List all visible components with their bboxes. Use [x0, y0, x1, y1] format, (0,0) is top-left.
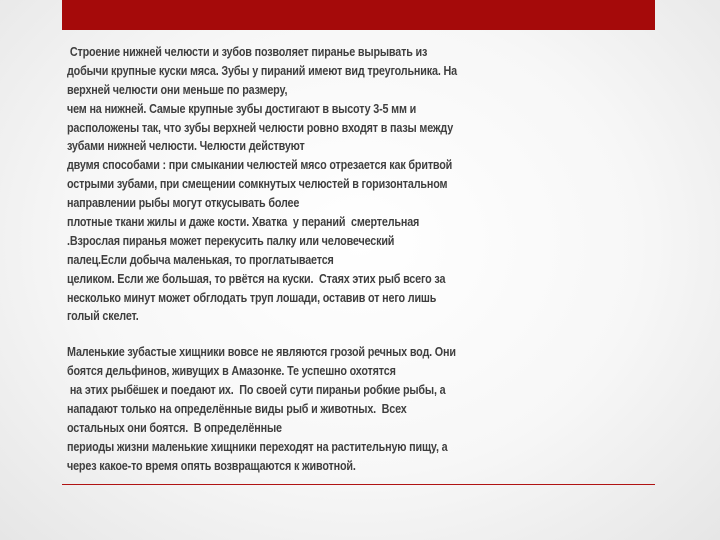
text-line: добычи крупные куски мяса. Зубы у пираний имеют вид треугольника. На	[67, 62, 457, 78]
slide-body	[67, 43, 627, 476]
text-line: периоды жизни маленькие хищники переходят на растительную пищу, а	[67, 438, 448, 454]
text-line: Строение нижней челюсти и зубов позволяет пиранье вырывать из	[67, 44, 428, 59]
text-line: направлении рыбы могут откусывать более	[67, 195, 300, 211]
text-line: острыми зубами, при смещении сомкнутых челюстей в горизонтальном	[67, 176, 448, 192]
text-line: несколько минут может обглодать труп лошади, оставив от него лишь	[67, 289, 437, 305]
text-line: нападают только на определённые виды рыб и животных. Всех	[67, 401, 407, 417]
text-line: чем на нижней. Самые крупные зубы достигают в высоту 3-5 мм и	[67, 100, 417, 116]
paragraph-piranha-jaws	[67, 43, 627, 326]
text-line: зубами нижней челюсти. Челюсти действуют	[67, 138, 305, 154]
text-line: остальных они боятся. В определённые	[67, 419, 282, 435]
text-line: двумя способами : при смыкании челюстей мясо отрезается как бритвой	[67, 157, 453, 173]
text-line: целиком. Если же большая, то рвётся на куски. Стаях этих рыб всего за	[67, 270, 446, 286]
text-line: Маленькие зубастые хищники вовсе не являются грозой речных вод. Они	[67, 344, 456, 360]
text-line: голый скелет.	[67, 308, 139, 324]
header-accent-bar	[62, 0, 655, 30]
footer-divider	[62, 484, 655, 485]
text-line: на этих рыбёшек и поедают их. По своей сути пираньи робкие рыбы, а	[67, 382, 446, 398]
text-line: верхней челюсти они меньше по размеру,	[67, 81, 288, 97]
text-line: через какое-то время опять возвращаются к животной.	[67, 457, 356, 473]
text-line: .Взрослая пиранья может перекусить палку или человеческий	[67, 232, 395, 248]
paragraph-spacer	[67, 326, 627, 343]
text-line: плотные ткани жилы и даже кости. Хватка у пераний смертельная	[67, 214, 420, 230]
text-line: боятся дельфинов, живущих в Амазонке. Те успешно охотятся	[67, 363, 396, 379]
paragraph-piranha-behavior	[67, 343, 627, 475]
text-line: расположены так, что зубы верхней челюсти ровно входят в пазы между	[67, 119, 454, 135]
text-line: палец.Если добыча маленькая, то проглатывается	[67, 251, 334, 267]
